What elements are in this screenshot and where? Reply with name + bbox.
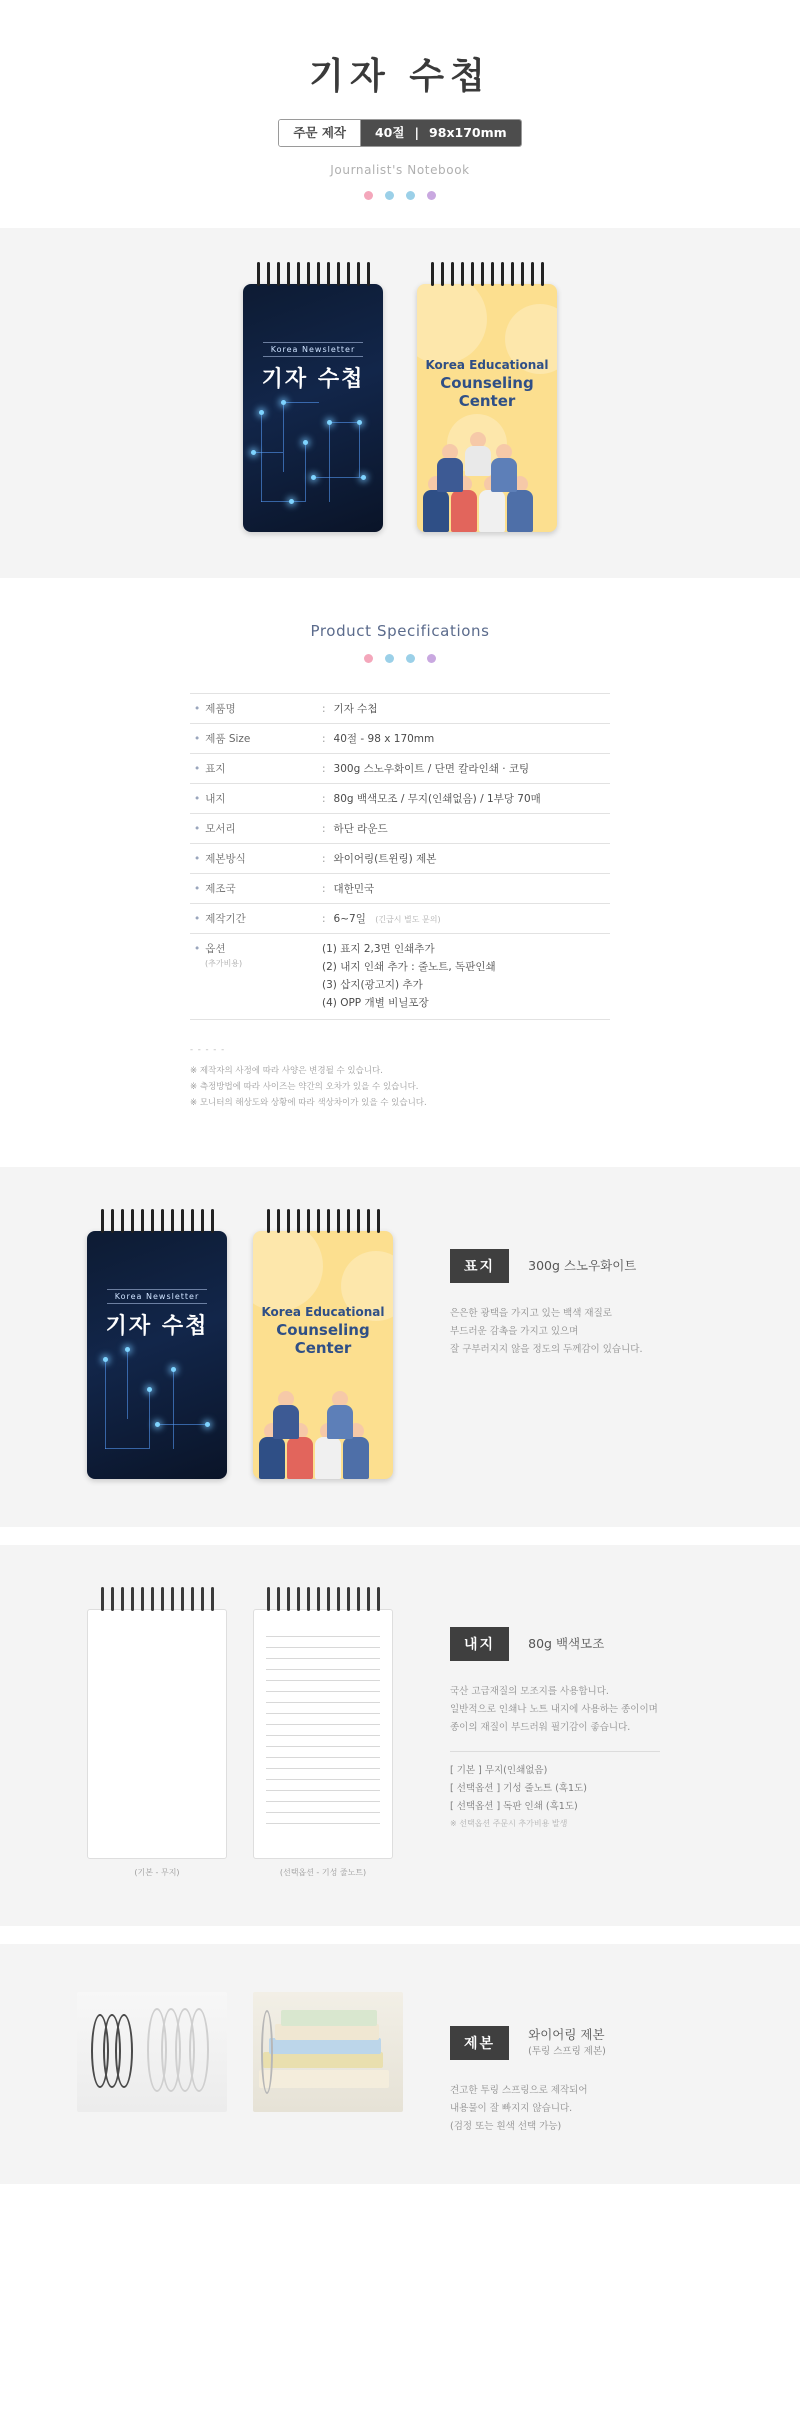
- people-illustration: [417, 412, 557, 532]
- table-row: • 모서리 : 하단 라운드: [190, 814, 610, 844]
- hero-band: [0, 228, 800, 578]
- footnote-divider: - - - - -: [190, 1045, 226, 1056]
- hero-covers: [0, 228, 800, 578]
- spiral-binding: [417, 268, 557, 290]
- spec-key: 제본방식: [205, 853, 246, 865]
- spec-value: 6~7일: [333, 913, 366, 925]
- cover-preview-dark: [243, 268, 383, 532]
- cover-line-2: Counseling Center: [440, 374, 534, 410]
- spec-value: 300g 스노우화이트 / 단면 칼라인쇄 · 코팅: [333, 763, 530, 775]
- decor-dot: [406, 191, 415, 200]
- header-spec-pill: [278, 119, 521, 147]
- spec-key: 제품 Size: [205, 733, 251, 745]
- inner-caption-plain: (기본 - 무지): [134, 1867, 180, 1877]
- spec-value-note: (긴급시 별도 문의): [375, 915, 441, 924]
- specifications-section: [0, 578, 800, 1167]
- desc-line: 국산 고급재질의 모조지를 사용합니다.: [450, 1685, 609, 1697]
- spec-key: 제조국: [205, 883, 236, 895]
- spiral-binding: [87, 1215, 227, 1237]
- desc-divider: [450, 1751, 660, 1752]
- spec-key: 내지: [205, 793, 226, 805]
- binding-photo-coils: [77, 1992, 227, 2112]
- inner-preview-plain: [87, 1593, 227, 1878]
- page-title: 기자 수첩: [309, 56, 491, 97]
- option-note: ※ 선택옵션 주문시 추가비용 발생: [450, 1819, 568, 1829]
- inner-page-lined: [253, 1609, 393, 1859]
- feature-heading-main: 80g 백색모조: [528, 1635, 605, 1651]
- feature-heading-inner: [528, 1635, 604, 1654]
- feature-heading-sub: (투링 스프링 제본): [528, 2046, 606, 2058]
- table-row: • 제조국 : 대한민국: [190, 874, 610, 904]
- table-row: • 제품명 : 기자 수첩: [190, 694, 610, 724]
- option-item: (3) 삽지(광고지) 추가: [322, 978, 423, 991]
- cover-eyebrow: [87, 1289, 227, 1304]
- spec-key: 옵션: [205, 943, 226, 955]
- spec-value: 기자 수첩: [333, 703, 378, 715]
- cover-art-yellow: [253, 1231, 393, 1479]
- header-dots: [0, 191, 800, 200]
- spiral-binding: [253, 1593, 393, 1615]
- table-row: • 표지 : 300g 스노우화이트 / 단면 칼라인쇄 · 코팅: [190, 754, 610, 784]
- footnote-item: ※ 제작자의 사정에 따라 사양은 변경될 수 있습니다.: [190, 1065, 383, 1076]
- binding-photo-books: [253, 1992, 403, 2112]
- section-gap: [0, 1527, 800, 1545]
- inner-caption-lined: (선택옵션 - 기성 줄노트): [279, 1867, 367, 1877]
- spec-value: 대한민국: [333, 883, 375, 895]
- spec-value: 40절 - 98 x 170mm: [333, 733, 435, 745]
- specs-title: Product Specifications: [310, 622, 490, 640]
- desc-line: 견고한 투링 스프링으로 제작되어: [450, 2084, 588, 2096]
- spec-value: 와이어링(트윈링) 제본: [333, 853, 437, 865]
- cover-line-1: Korea Educational: [425, 358, 549, 372]
- pill-size-class: 40절: [374, 125, 405, 140]
- feature-inner-section: [0, 1545, 800, 1926]
- desc-line: 내용물이 잘 빠지지 않습니다.: [450, 2102, 573, 2114]
- cover-eyebrow-text: Korea Newsletter: [263, 342, 363, 357]
- spiral-binding: [87, 1593, 227, 1615]
- people-illustration: [253, 1359, 393, 1479]
- feature-tag-binding: 제본: [450, 2026, 509, 2060]
- cover-line-1: Korea Educational: [261, 1304, 385, 1319]
- footnote-item: ※ 모니터의 해상도와 상황에 따라 색상차이가 있을 수 있습니다.: [190, 1097, 427, 1108]
- decor-dot: [385, 654, 394, 663]
- pill-divider: |: [414, 125, 420, 140]
- section-gap: [0, 1926, 800, 1944]
- feature-tag-inner: 내지: [450, 1627, 509, 1661]
- desc-line: 종이의 재질이 부드러워 필기감이 좋습니다.: [450, 1722, 631, 1734]
- option-item: (2) 내지 인쇄 추가 : 줄노트, 독판인쇄: [322, 960, 496, 973]
- pill-spec-group: [361, 120, 521, 146]
- desc-line: 부드러운 감촉을 가지고 있으며: [450, 1325, 579, 1337]
- footnotes: [190, 1042, 610, 1111]
- footnote-item: ※ 측정방법에 따라 사이즈는 약간의 오차가 있을 수 있습니다.: [190, 1081, 419, 1092]
- cover-art-dark: [243, 284, 383, 532]
- pill-order-label: 주문 제작: [279, 120, 361, 146]
- desc-line: 잘 구부러지지 않을 정도의 두께감이 있습니다.: [450, 1344, 643, 1356]
- spec-key: 모서리: [205, 823, 236, 835]
- decor-dot: [364, 191, 373, 200]
- feature-cover-visual: [60, 1215, 420, 1479]
- option-line: [ 선택옵션 ] 독판 인쇄 (흑1도): [450, 1801, 578, 1813]
- spec-table: [190, 693, 610, 1020]
- desc-line: 일반적으로 인쇄나 노트 내지에 사용하는 종이이며: [450, 1703, 658, 1715]
- feature-binding-visual: [60, 1992, 420, 2112]
- spec-key-sub: (추가비용): [205, 959, 243, 968]
- feature-description-cover: [450, 1305, 740, 1359]
- spec-value: 80g 백색모조 / 무지(인쇄없음) / 1부당 70매: [333, 793, 541, 805]
- feature-binding-text: [450, 1992, 740, 2136]
- inner-page-plain: [87, 1609, 227, 1859]
- cover-eyebrow-text: Korea Newsletter: [107, 1289, 207, 1304]
- feature-inner-visual: [60, 1593, 420, 1878]
- decor-dot: [427, 191, 436, 200]
- table-row: • 제작기간 : 6~7일 (긴급시 별도 문의): [190, 904, 610, 934]
- cover-eyebrow: [243, 342, 383, 357]
- spec-key: 표지: [205, 763, 226, 775]
- specs-dots: [0, 654, 800, 663]
- feature-cover-section: [0, 1167, 800, 1527]
- cover-preview-dark-small: [87, 1215, 227, 1479]
- desc-line: 은은한 광택을 가지고 있는 백색 재질로: [450, 1307, 612, 1319]
- page-header: [0, 0, 800, 228]
- option-line: [ 선택옵션 ] 기성 줄노트 (흑1도): [450, 1783, 587, 1795]
- option-item: (4) OPP 개별 비닐포장: [322, 996, 429, 1009]
- spec-key: 제품명: [205, 703, 236, 715]
- feature-description-binding: [450, 2082, 740, 2136]
- spec-key: 제작기간: [205, 913, 246, 925]
- cover-preview-yellow: [417, 268, 557, 532]
- desc-line: (검정 또는 흰색 선택 가능): [450, 2121, 562, 2133]
- feature-heading-cover: [528, 1257, 636, 1276]
- circuit-graphic: [243, 382, 383, 532]
- option-item: (1) 표지 2,3면 인쇄추가: [322, 943, 435, 955]
- decor-dot: [364, 654, 373, 663]
- feature-tag-cover: 표지: [450, 1249, 509, 1283]
- spiral-binding: [253, 1215, 393, 1237]
- circuit-graphic: [87, 1329, 227, 1479]
- feature-inner-text: [450, 1593, 740, 1831]
- cover-line-2: Counseling Center: [276, 1320, 370, 1357]
- table-row: • 제본방식 : 와이어링(트윈링) 제본: [190, 844, 610, 874]
- feature-heading-binding: [528, 2026, 606, 2059]
- cover-art-dark: [87, 1231, 227, 1479]
- decor-dot: [427, 654, 436, 663]
- inner-preview-lined: [253, 1593, 393, 1878]
- decor-dot: [406, 654, 415, 663]
- cover-main-title: 기자 수첩: [261, 367, 365, 392]
- table-row: • 내지 : 80g 백색모조 / 무지(인쇄없음) / 1부당 70매: [190, 784, 610, 814]
- spiral-binding: [243, 268, 383, 290]
- decor-dot: [385, 191, 394, 200]
- cover-main-title: 기자 수첩: [105, 1313, 209, 1339]
- pill-dimensions: 98x170mm: [429, 125, 507, 140]
- feature-cover-text: [450, 1215, 740, 1359]
- feature-heading-main: 와이어링 제본: [528, 2027, 605, 2043]
- cover-art-yellow: [417, 284, 557, 532]
- spec-value: 하단 라운드: [333, 823, 388, 835]
- header-subtitle: Journalist's Notebook: [330, 163, 470, 177]
- table-row: • 제품 Size : 40절 - 98 x 170mm: [190, 724, 610, 754]
- feature-binding-section: [0, 1944, 800, 2184]
- table-row-options: • 옵션 (추가비용) (1) 표지 2,3면 인쇄추가 (2) 내지 인쇄 추가 : 줄노트, 독판인쇄 (3) 삽지(광고지) 추가 (4) OPP 개별 비닐포장: [190, 934, 610, 1020]
- option-line: [ 기본 ] 무지(인쇄없음): [450, 1765, 548, 1777]
- ruled-lines: [266, 1636, 380, 1834]
- feature-heading-main: 300g 스노우화이트: [528, 1257, 637, 1273]
- feature-description-inner: [450, 1683, 740, 1831]
- cover-preview-yellow-small: [253, 1215, 393, 1479]
